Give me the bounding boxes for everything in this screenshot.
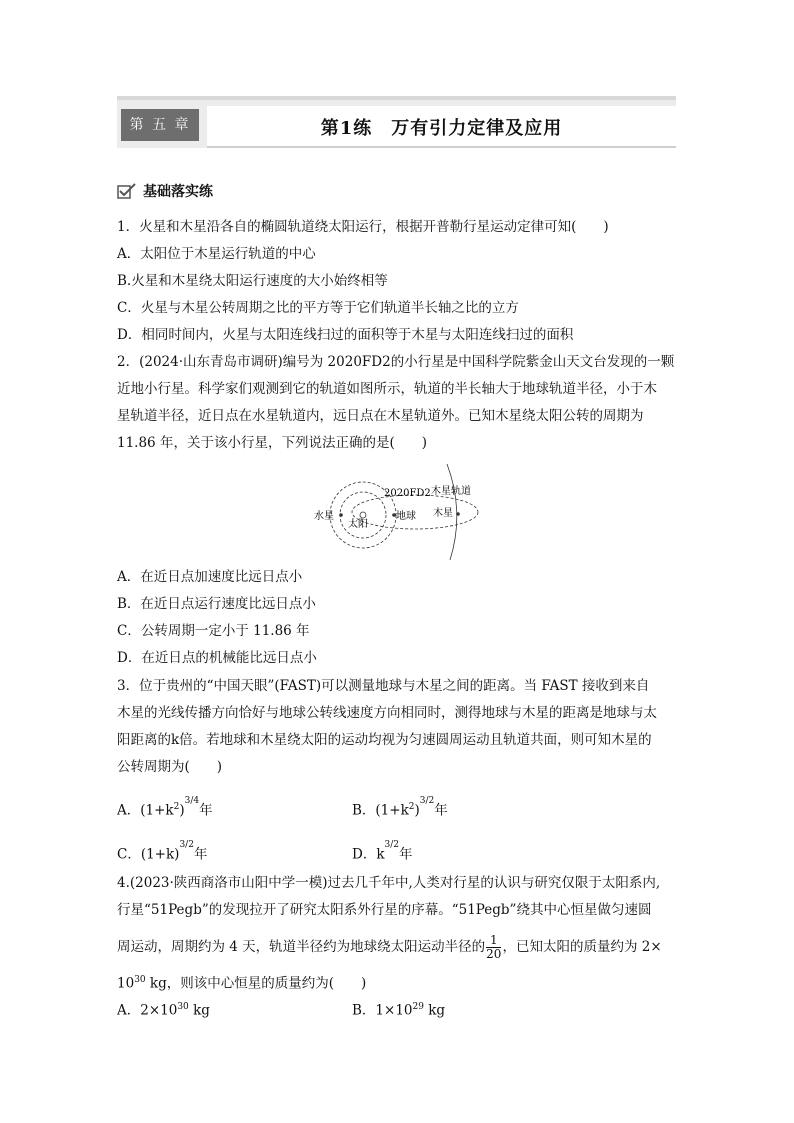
q1-option-b: B.火星和木星绕太阳运行速度的大小始终相等 bbox=[117, 273, 388, 289]
q3-option-b: B．$(1+k^2)^{3/2}$年 bbox=[352, 796, 448, 819]
q4-option-b: B．$1\times 10^{29}$ kg bbox=[352, 1002, 446, 1019]
q4-line-4: $10^{30}$ kg，则该中心恒星的质量约为( ) bbox=[117, 975, 367, 992]
title-box bbox=[207, 106, 676, 148]
section-heading bbox=[117, 181, 213, 201]
checkbox-icon bbox=[117, 183, 137, 199]
page-title: 第1练 万有引力定律及应用 bbox=[320, 118, 563, 139]
q3-line-1: 3．位于贵州的“中国天眼”(FAST)可以测量地球与木星之间的距离。当 FAST 接收到来自 bbox=[117, 678, 650, 694]
chapter-label: 第 五 章 bbox=[121, 109, 199, 141]
q2-option-b: B．在近日点运行速度比远日点小 bbox=[117, 596, 316, 612]
section-label: 基础落实练 bbox=[143, 184, 213, 200]
q2-line-4: 11.86 年，关于该小行星，下列说法正确的是( ) bbox=[117, 435, 427, 451]
sun-mark bbox=[360, 512, 366, 518]
q1-stem: 1．火星和木星沿各自的椭圆轨道绕太阳运行，根据开普勒行星运动定律可知( ) bbox=[117, 219, 609, 235]
orbit-diagram bbox=[300, 462, 500, 562]
q4-line-3: 周运动，周期约为 4 天，轨道半径约为地球绕太阳运动半径的 $\frac{1}{20}$ ，已知太阳的质量约为 2× bbox=[117, 933, 662, 961]
label-sun: 太阳 bbox=[348, 519, 368, 530]
fraction-1-20: $\frac{1}{20}$ bbox=[486, 933, 502, 961]
mercury-orbit bbox=[340, 492, 386, 538]
label-jupiter: 木星 bbox=[433, 508, 453, 519]
q3-line-4: 公转周期为( ) bbox=[117, 759, 223, 775]
q2-option-a: A．在近日点加速度比远日点小 bbox=[117, 569, 303, 585]
mercury-dot bbox=[339, 513, 343, 517]
q2-line-3: 星轨道半径，近日点在水星轨道内，远日点在木星轨道外。已知木星绕太阳公转的周期为 bbox=[117, 408, 644, 424]
q3-option-a: A．$(1+k^2)^{3/4}$年 bbox=[117, 796, 213, 819]
chapter-header bbox=[117, 96, 676, 154]
q1-option-d: D．相同时间内，火星与太阳连线扫过的面积等于木星与太阳连线扫过的面积 bbox=[117, 327, 574, 343]
q3-option-c: C．$(1+k)^{3/2}$年 bbox=[117, 840, 208, 863]
label-jupiter-orbit: 木星轨道 bbox=[431, 486, 471, 497]
label-earth: 地球 bbox=[396, 511, 416, 522]
label-mercury: 水星 bbox=[314, 511, 334, 522]
jupiter-dot bbox=[456, 512, 460, 516]
q1-option-a: A．太阳位于木星运行轨道的中心 bbox=[117, 246, 316, 262]
q4-line-2: 行星“51Pegb”的发现拉开了研究太阳系外行星的序幕。“51Pegb”绕其中心恒星做匀速圆 bbox=[117, 902, 652, 918]
q1-option-c: C．火星与木星公转周期之比的平方等于它们轨道半长轴之比的立方 bbox=[117, 300, 519, 316]
label-asteroid: 2020FD2 bbox=[384, 488, 431, 499]
q3-line-3: 阳距离的k倍。若地球和木星绕太阳的运动均视为匀速圆周运动且轨道共面，则可知木星的 bbox=[117, 732, 652, 748]
q3-option-d: D．$k^{3/2}$年 bbox=[352, 840, 413, 863]
q2-line-1: 2．(2024·山东青岛市调研)编号为 2020FD2的小行星是中国科学院紫金山天文台发现的一颗 bbox=[117, 354, 675, 370]
q2-option-c: C．公转周期一定小于 11.86 年 bbox=[117, 623, 310, 639]
q4-option-a: A．$2\times 10^{30}$ kg bbox=[117, 1002, 210, 1019]
q3-line-2: 木星的光线传播方向恰好与地球公转线速度方向相同时，测得地球与木星的距离是地球与太 bbox=[117, 705, 657, 721]
q2-line-2: 近地小行星。科学家们观测到它的轨道如图所示，轨道的半长轴大于地球轨道半径，小于木 bbox=[117, 381, 657, 397]
q4-line-1: 4.(2023·陕西商洛市山阳中学一模)过去几千年中,人类对行星的认识与研究仅限于太阳系内, bbox=[117, 875, 661, 891]
q2-option-d: D．在近日点的机械能比远日点小 bbox=[117, 650, 317, 666]
header-top-line bbox=[117, 96, 676, 100]
